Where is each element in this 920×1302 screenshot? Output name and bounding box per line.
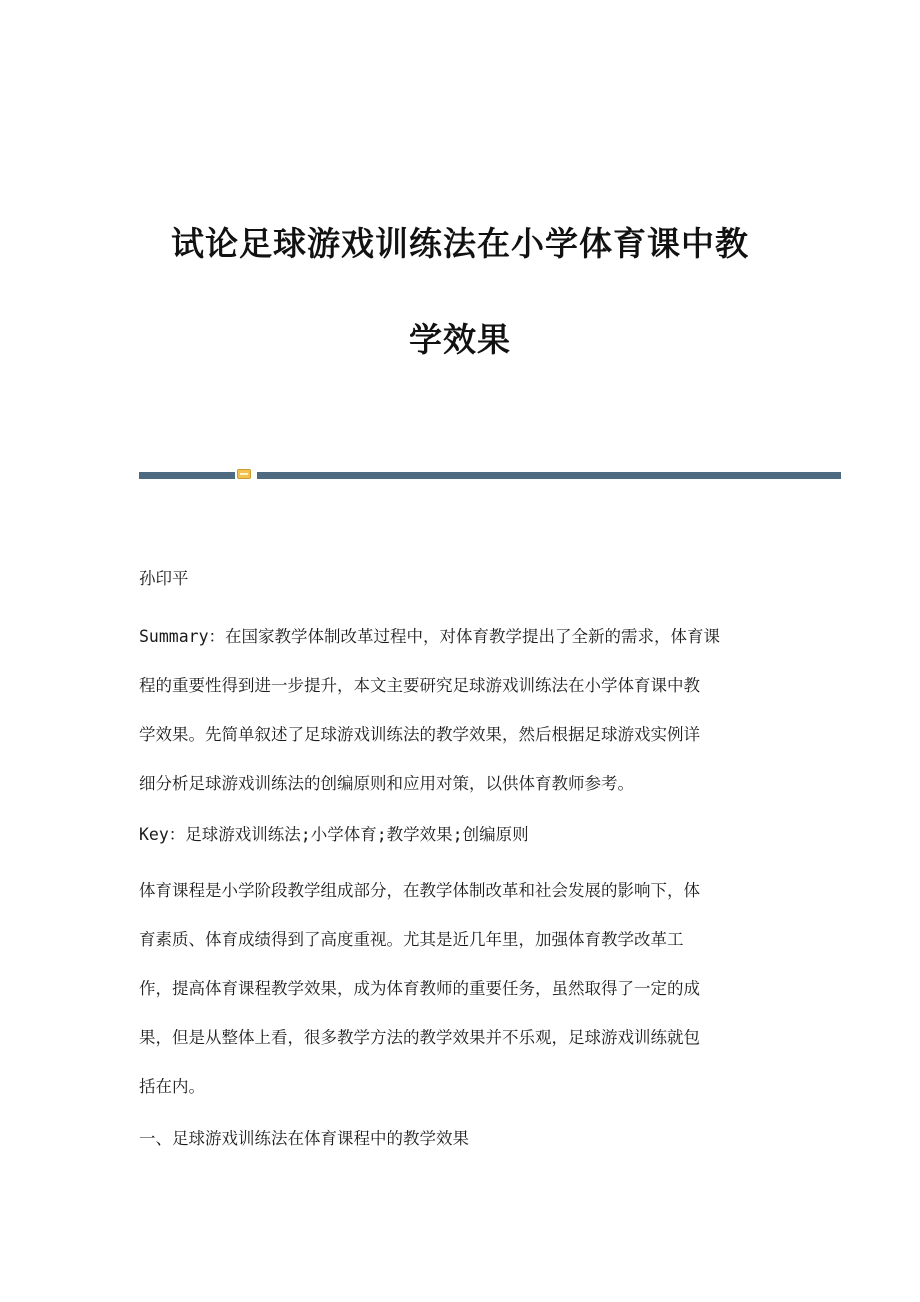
document-title-line-1: 试论足球游戏训练法在小学体育课中教 — [171, 224, 749, 263]
divider-bar-left — [139, 472, 235, 479]
keywords-paragraph — [139, 810, 789, 859]
divider-bar-right — [257, 472, 841, 479]
author-name: 孙印平 — [139, 569, 189, 588]
section-heading — [139, 1114, 789, 1163]
summary-line: 程的重要性得到进一步提升，本文主要研究足球游戏训练法在小学体育课中教 — [139, 676, 700, 695]
body-paragraph-1 — [139, 866, 789, 1111]
author-block — [139, 554, 789, 603]
body-line: 果，但是从整体上看，很多教学方法的教学效果并不乐观，足球游戏训练就包 — [139, 1028, 700, 1047]
section-heading-text: 一、足球游戏训练法在体育课程中的教学效果 — [139, 1129, 469, 1148]
document-title-line-2: 学效果 — [409, 320, 511, 359]
folder-icon — [237, 469, 251, 479]
body-line: 括在内。 — [139, 1077, 205, 1096]
title-divider — [139, 467, 841, 481]
summary-line: 细分析足球游戏训练法的创编原则和应用对策，以供体育教师参考。 — [139, 774, 634, 793]
body-line: 作，提高体育课程教学效果，成为体育教师的重要任务，虽然取得了一定的成 — [139, 979, 700, 998]
body-line: 体育课程是小学阶段教学组成部分，在教学体制改革和社会发展的影响下，体 — [139, 881, 700, 900]
keywords-line: Key：足球游戏训练法;小学体育;教学效果;创编原则 — [139, 825, 529, 844]
summary-line: Summary：在国家教学体制改革过程中，对体育教学提出了全新的需求，体育课 — [139, 627, 721, 646]
summary-paragraph — [139, 612, 789, 808]
body-line: 育素质、体育成绩得到了高度重视。尤其是近几年里，加强体育教学改革工 — [139, 930, 684, 949]
summary-line: 学效果。先简单叙述了足球游戏训练法的教学效果，然后根据足球游戏实例详 — [139, 725, 700, 744]
